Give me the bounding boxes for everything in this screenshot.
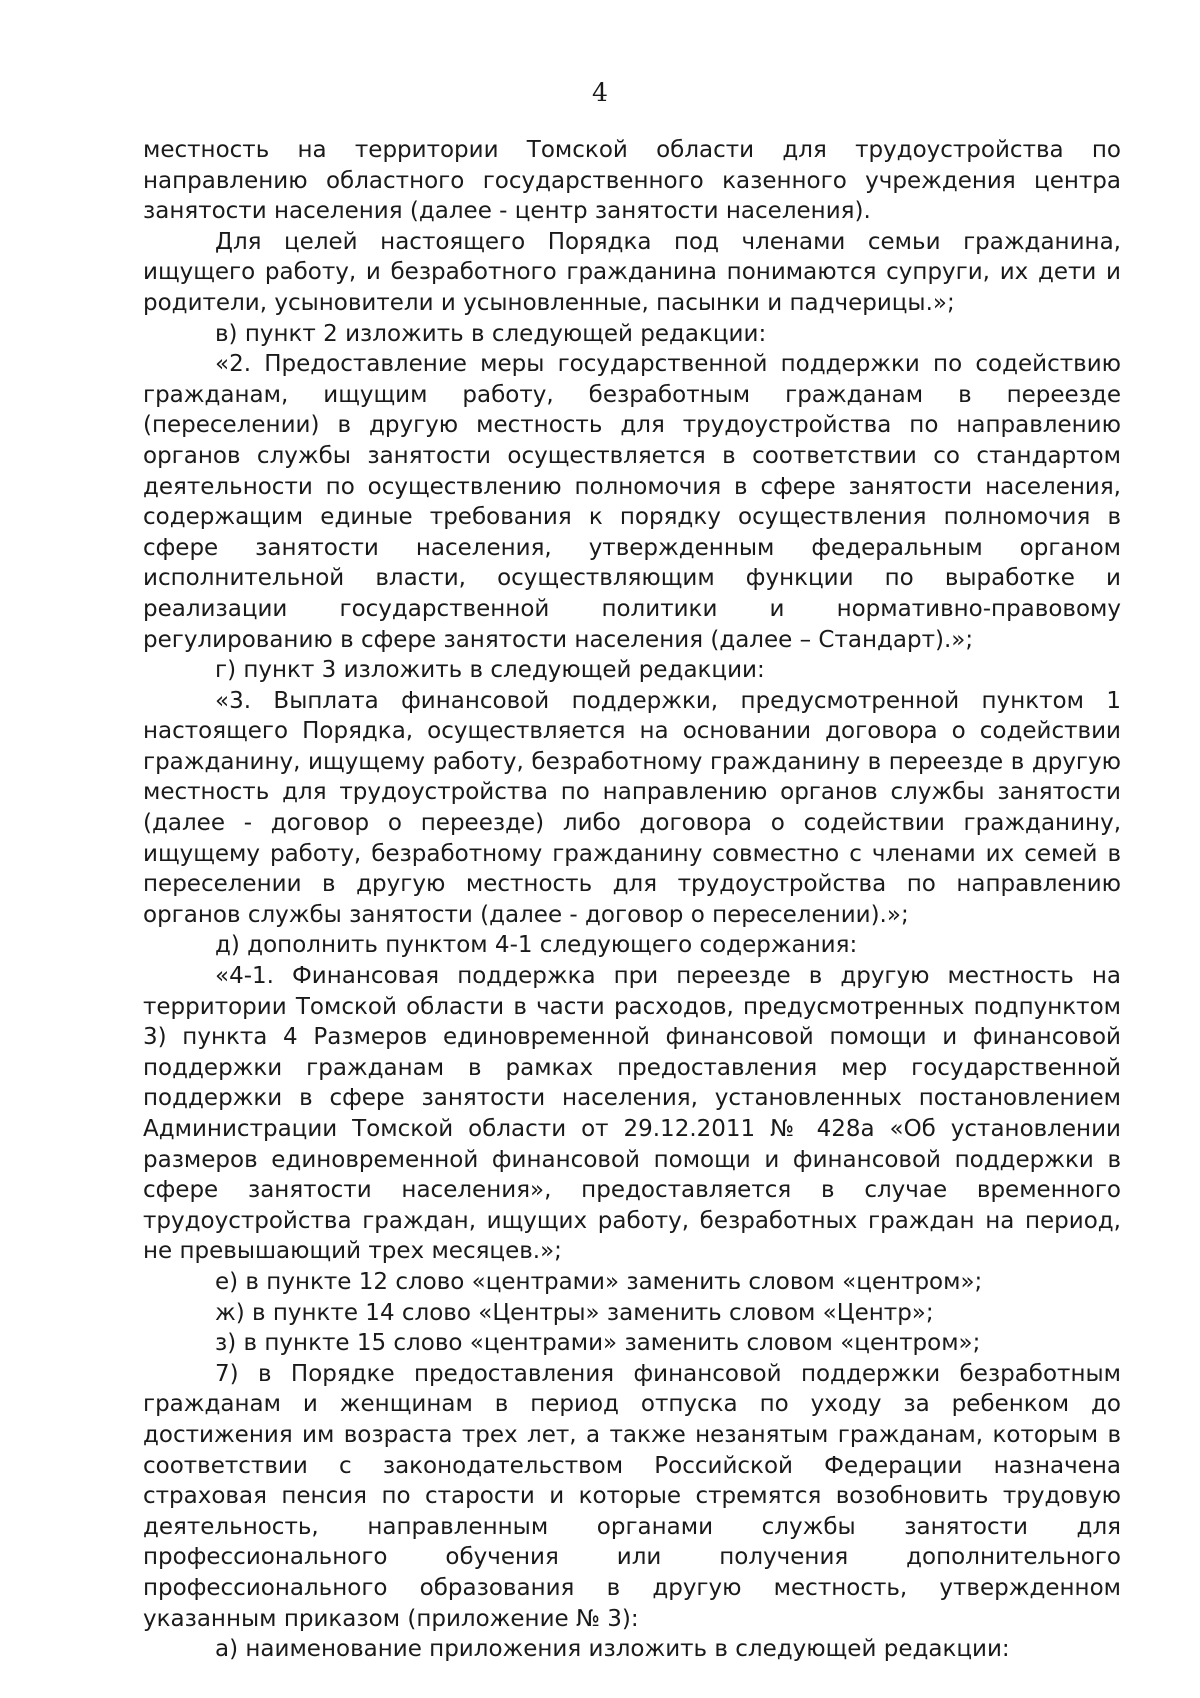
- paragraph-4: «2. Предоставление меры государственной поддержки по содействию гражданам, ищущим работу, безработным гражданам в переезде (переселении) в другую местность для трудоустройства по направлению органов службы занятости осуществляется в соответствии со стандартом деятельности по осуществлению полномочия в сфере занятости населения, содержащим единые требования к порядку осуществления полномочия в сфере занятости населения, утвержденным федеральным органом исполнительной власти, осуществляющим функции по выработке и реализации государственной политики и нормативно-правовому регулированию в сфере занятости населения (далее – Стандарт).»;: [143, 351, 1121, 653]
- paragraph-9: е) в пункте 12 слово «центрами» заменить словом «центром»;: [215, 1268, 983, 1295]
- page-number: 4: [592, 78, 608, 107]
- paragraph-1: местность на территории Томской области для трудоустройства по направлению областного государственного казенного учреждения центра занятости населения (далее - центр занятости населения).: [143, 137, 1121, 225]
- paragraph-3: в) пункт 2 изложить в следующей редакции:: [215, 320, 767, 347]
- paragraph-12: 7) в Порядке предоставления финансовой поддержки безработным гражданам и женщинам в период отпуска по уходу за ребенком до достижения им возраста трех лет, а также незанятым гражданам, которым в соответствии с законодательством Российской Федерации назначена страховая пенсия по старости и которые стремятся возобновить трудовую деятельность, направленным органами службы занятости для профессионального обучения или получения дополнительного профессионального образования в другую местность, утвержденном указанным приказом (приложение № 3):: [143, 1360, 1121, 1632]
- paragraph-13: а) наименование приложения изложить в следующей редакции:: [215, 1636, 1010, 1663]
- paragraph-2: Для целей настоящего Порядка под членами семьи гражданина, ищущего работу, и безработного гражданина понимаются супруги, их дети и родители, усыновители и усыновленные, пасынки и падчерицы.»;: [143, 228, 1121, 316]
- paragraph-10: ж) в пункте 14 слово «Центры» заменить словом «Центр»;: [215, 1299, 934, 1326]
- paragraph-7: д) дополнить пунктом 4-1 следующего содержания:: [215, 932, 858, 959]
- paragraph-11: з) в пункте 15 слово «центрами» заменить словом «центром»;: [215, 1330, 981, 1357]
- paragraph-5: г) пункт 3 изложить в следующей редакции:: [215, 657, 765, 684]
- paragraph-8: «4-1. Финансовая поддержка при переезде в другую местность на территории Томской области в части расходов, предусмотренных подпунктом 3) пункта 4 Размеров единовременной финансовой помощи и финансовой поддержки гражданам в рамках предоставления мер государственной поддержки в сфере занятости населения, установленных постановлением Администрации Томской области от 29.12.2011 № 428а «Об установлении размеров единовременной финансовой помощи и финансовой поддержки в сфере занятости населения», предоставляется в случае временного трудоустройства граждан, ищущих работу, безработных граждан на период, не превышающий трех месяцев.»;: [143, 963, 1121, 1265]
- paragraph-6: «3. Выплата финансовой поддержки, предусмотренной пунктом 1 настоящего Порядка, осуществляется на основании договора о содействии гражданину, ищущему работу, безработному гражданину в переезде в другую местность для трудоустройства по направлению органов службы занятости (далее - договор о переезде) либо договора о содействии гражданину, ищущему работу, безработному гражданину совместно с членами их семей в переселении в другую местность для трудоустройства по направлению органов службы занятости (далее - договор о переселении).»;: [143, 687, 1121, 928]
- document-body: [143, 135, 1121, 1665]
